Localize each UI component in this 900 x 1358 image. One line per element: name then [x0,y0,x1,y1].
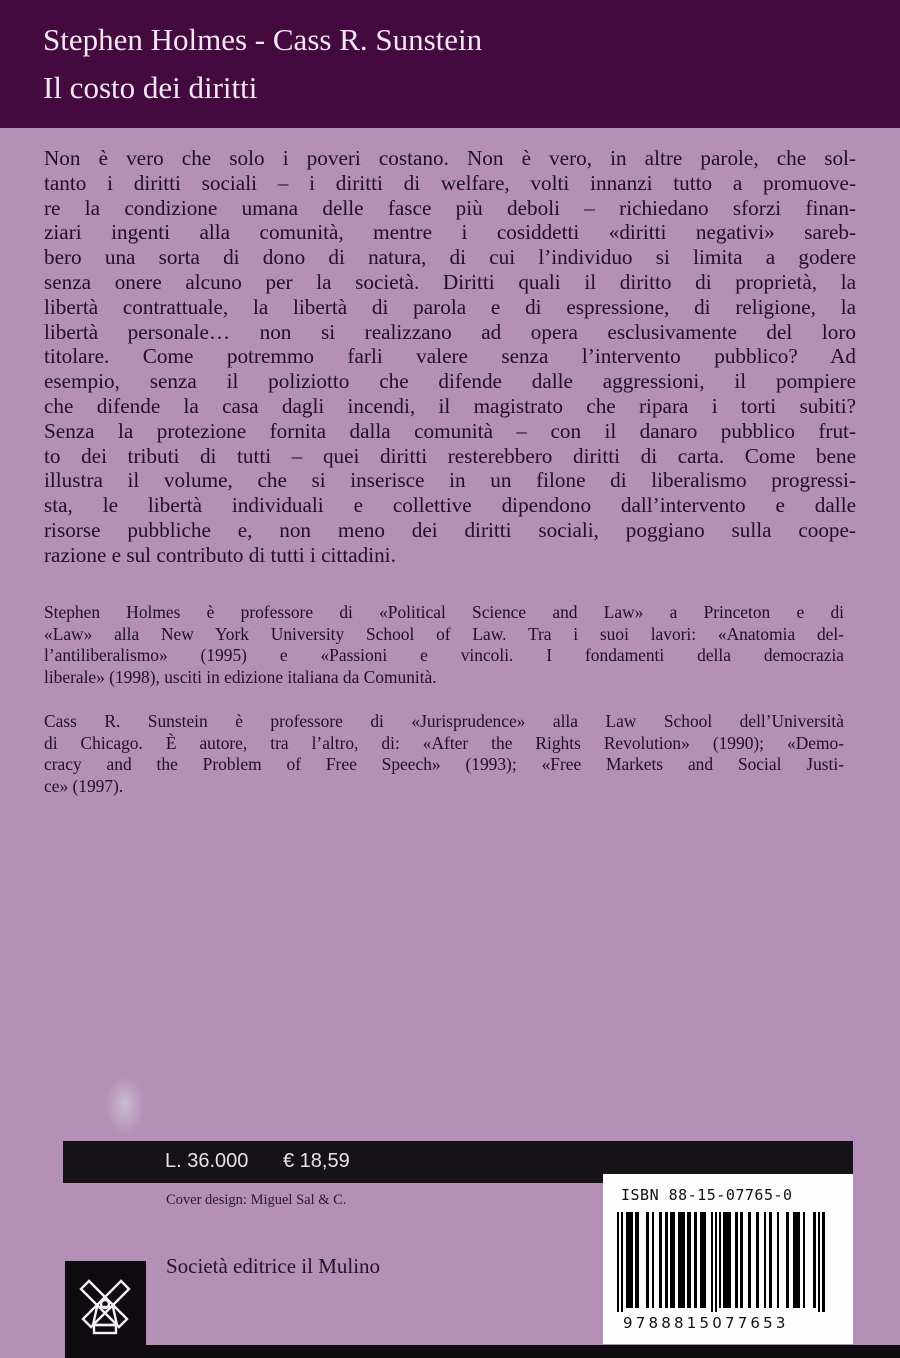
blurb-line: sta, le libertà individuali e collettive dipendono dall’intervento e dalle [44,493,856,518]
blurb-line: illustra il volume, che si inserisce in un filone di liberalismo progressi- [44,468,856,493]
blurb-line: risorse pubbliche e, non meno dei diritti sociali, poggiano sulla coope- [44,517,856,542]
book-title: Il costo dei diritti [43,70,258,105]
publisher-name: Società editrice il Mulino [166,1254,381,1278]
bio-sunstein [44,711,844,797]
barcode [603,1174,853,1344]
bio-line: Cass R. Sunstein è professore di «Jurisprudence» alla Law School dell’Università [44,711,844,731]
bio-line: liberale» (1998), usciti in edizione italiana da Comunità. [44,666,437,687]
ean-number: 9788815077653 [623,1314,789,1332]
blurb-line: tanto i diritti sociali – i diritti di welfare, volti innanzi tutto a promuove- [44,170,856,195]
bio-line: l’antiliberalismo» (1995) e «Passioni e vincoli. I fondamenti della democrazia [44,645,844,665]
bio-holmes [44,602,844,688]
barcode-bars [617,1212,842,1312]
scuff-mark [105,1075,145,1135]
bio-line: cracy and the Problem of Free Speech» (1993); «Free Markets and Social Justi- [44,754,844,774]
price-lire: L. 36.000 [165,1150,249,1172]
blurb-line: to dei tributi di tutti – quei diritti resterebbero diritti di carta. Come bene [44,443,856,468]
blurb-line: re la condizione umana delle fasce più deboli – richiedano sforzi finan- [44,195,856,220]
bottom-strip [146,1345,900,1358]
blurb-line: senza onere alcuno per la società. Diritti quali il diritto di proprietà, la [44,269,856,294]
blurb-line: bero una sorta di dono di natura, di cui l’individuo si limita a godere [44,245,856,270]
blurb-line: libertà contrattuale, la libertà di parola e di espressione, di religione, la [44,294,856,319]
blurb-line: razione e sul contributo di tutti i cittadini. [44,542,396,567]
windmill-icon [77,1277,133,1339]
blurb-paragraph [44,146,856,568]
blurb-line: Non è vero che solo i poveri costano. Non è vero, in altre parole, che sol- [44,146,856,170]
cover-design-credit: Cover design: Miguel Sal & C. [166,1192,347,1208]
blurb-line: titolare. Come potremmo farli valere senza l’intervento pubblico? Ad [44,344,856,369]
bio-line: di Chicago. È autore, tra l’altro, di: «After the Rights Revolution» (1990); «Demo- [44,732,844,753]
publisher-logo [65,1261,146,1358]
bio-line: ce» (1997). [44,775,124,796]
blurb-line: esempio, senza il poliziotto che difende dalle aggressioni, il pompiere [44,369,856,394]
blurb-line: Senza la protezione fornita dalla comunità – con il danaro pubblico frut- [44,418,856,443]
blurb-line: libertà personale… non si realizzano ad opera esclusivamente del loro [44,319,856,344]
bio-line: Stephen Holmes è professore di «Political Science and Law» a Princeton e di [44,602,844,622]
blurb-line: ziari ingenti alla comunità, mentre i cosiddetti «diritti negativi» sareb- [44,220,856,245]
isbn-label: ISBN 88-15-07765-0 [621,1186,793,1204]
price-euro: € 18,59 [283,1150,350,1172]
header-band [0,0,900,128]
blurb-line: che difende la casa dagli incendi, il magistrato che ripara i torti subiti? [44,393,856,418]
bio-line: «Law» alla New York University School of Law. Tra i suoi lavori: «Anatomia del- [44,623,844,644]
authors: Stephen Holmes - Cass R. Sunstein [43,22,483,57]
